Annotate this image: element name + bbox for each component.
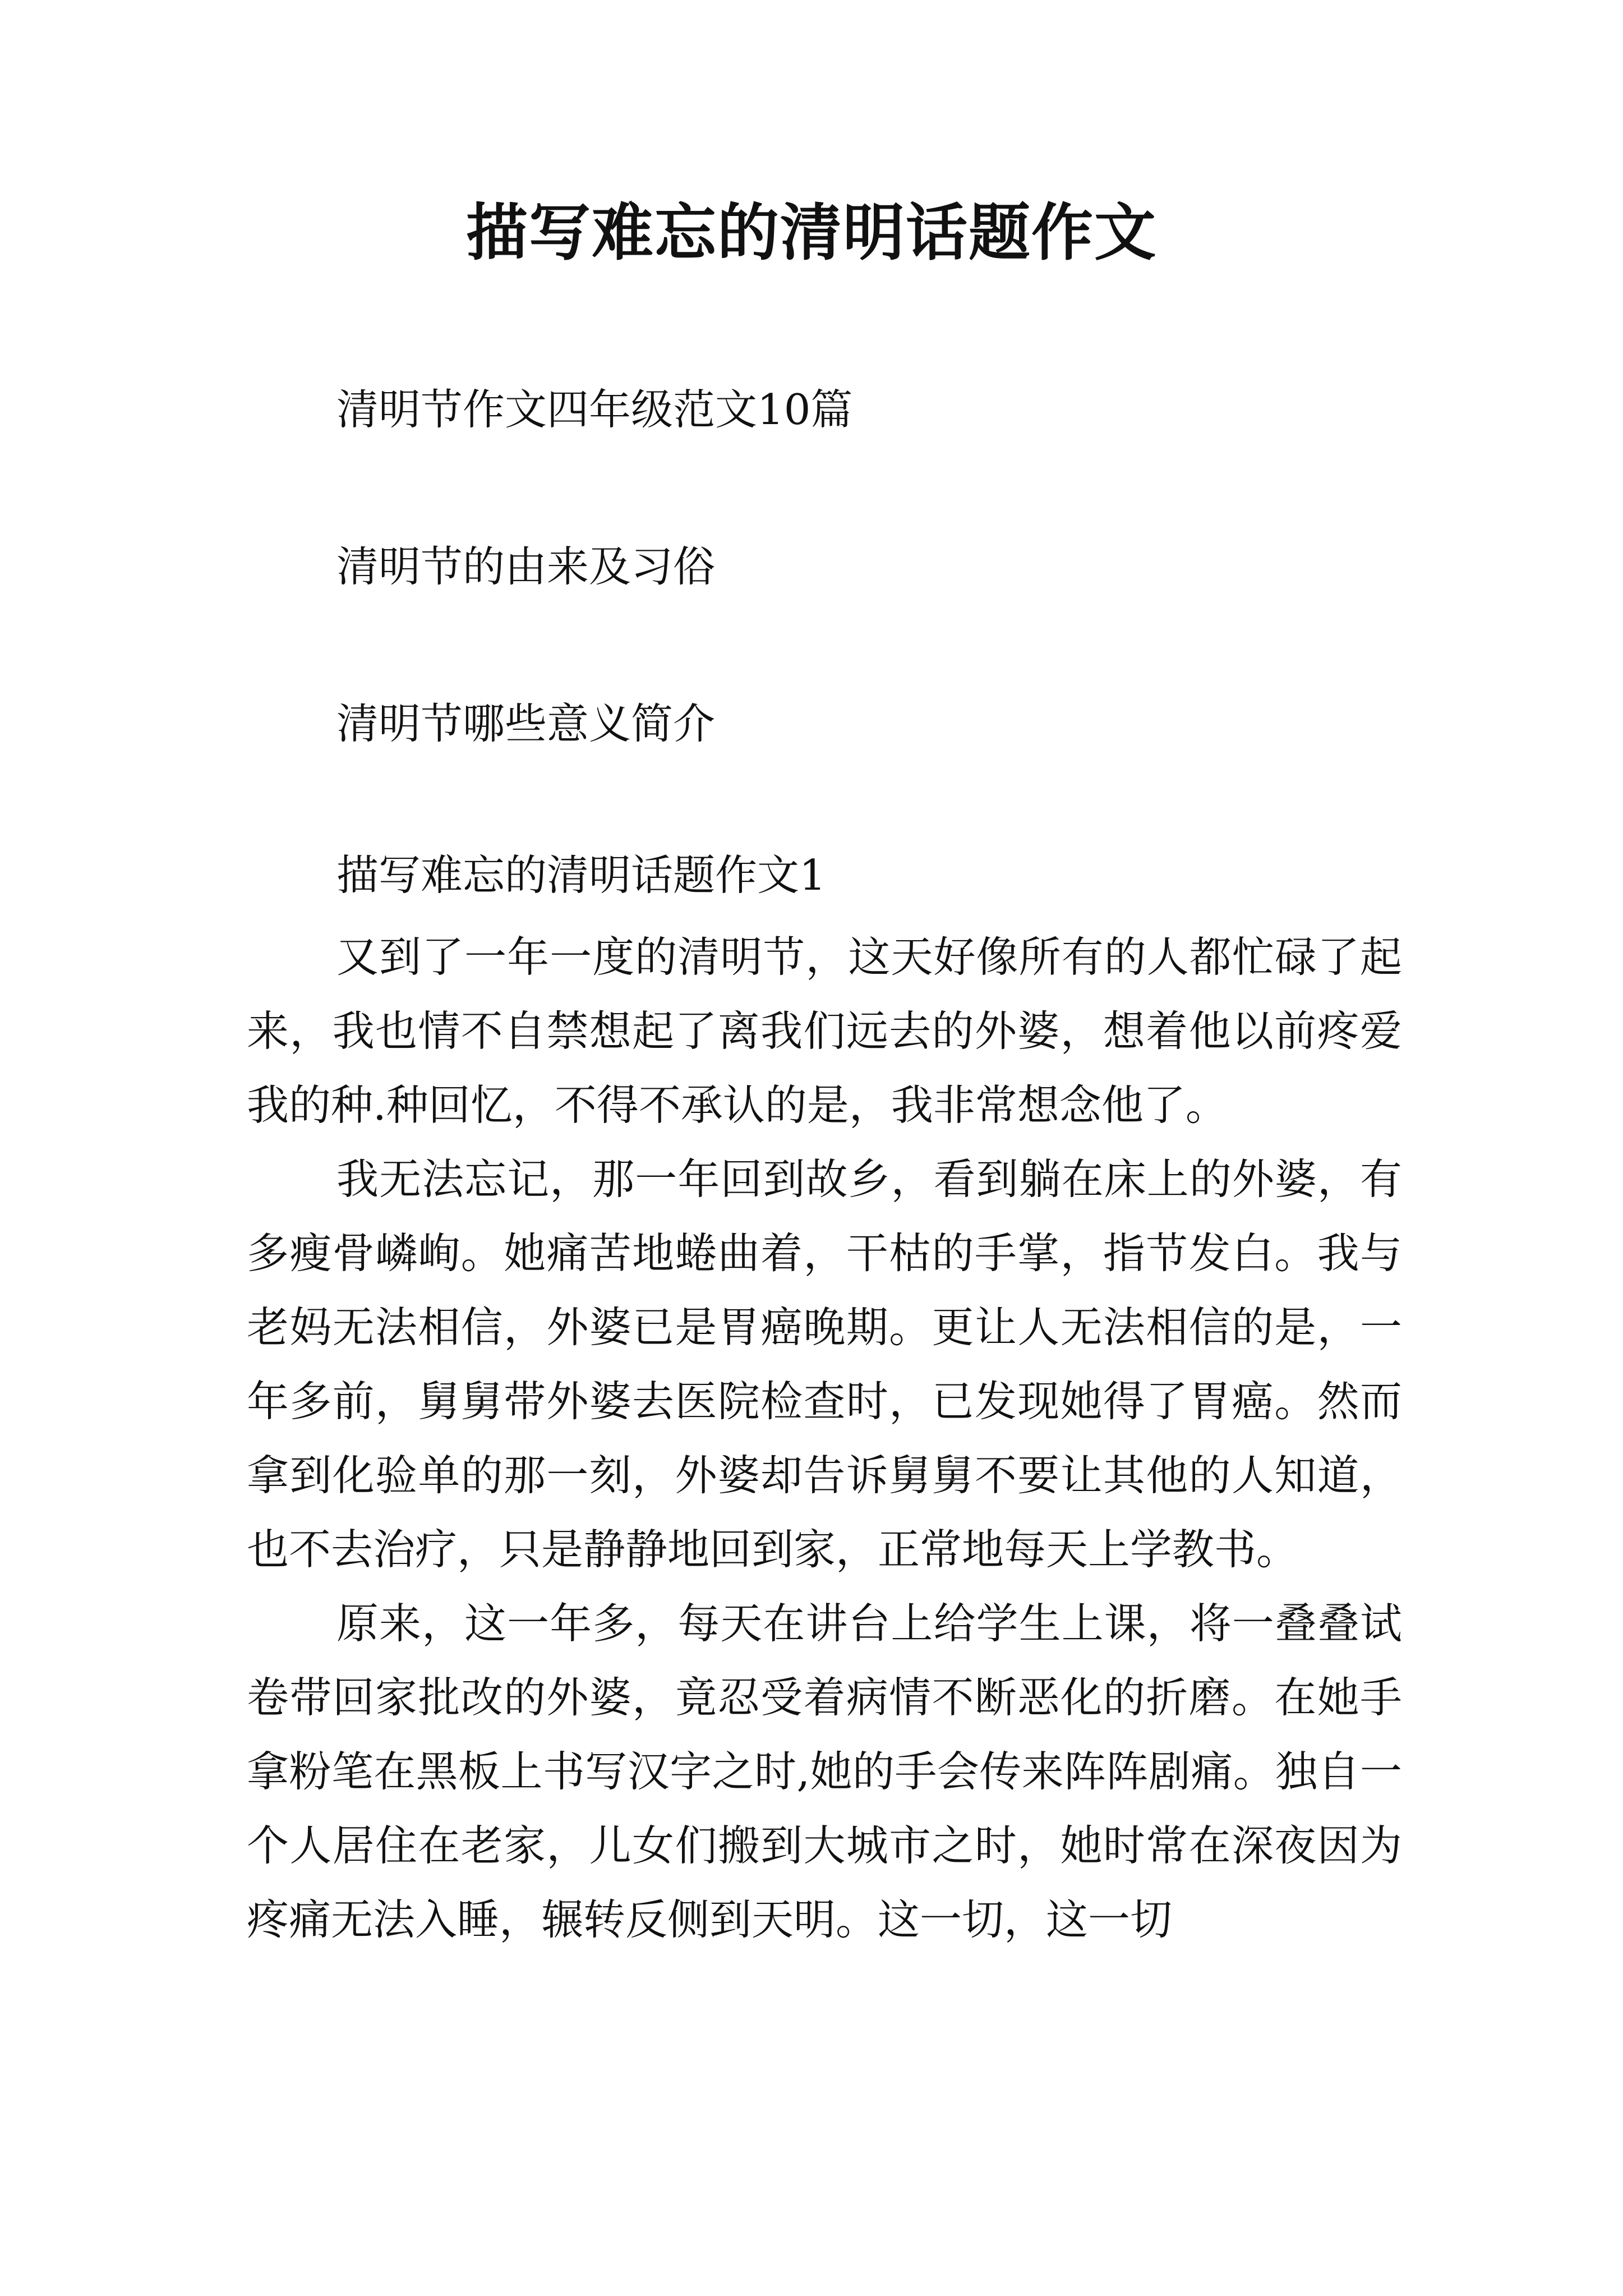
subheading-2: 清明节的由来及习俗 bbox=[336, 542, 716, 591]
subheading-1: 清明节作文四年级范文10篇 bbox=[336, 385, 853, 434]
paragraph-1: 又到了一年一度的清明节，这天好像所有的人都忙碌了起来，我也情不自禁想起了离我们远去的外婆，想着他以前疼爱我的种.种回忆，不得不承认的是，我非常想念他了。 bbox=[247, 932, 1402, 1130]
paragraph-2: 我无法忘记，那一年回到故乡，看到躺在床上的外婆，有多瘦骨嶙峋。她痛苦地蜷曲着，干枯的手掌，指节发白。我与老妈无法相信，外婆已是胃癌晚期。更让人无法相信的是，一年多前，舅舅带外婆去医院检查时，已发现她得了胃癌。然而拿到化验单的那一刻，外婆却告诉舅舅不要让其他的人知道，也不去治疗，只是静静地回到家，正常地每天上学教书。 bbox=[247, 1154, 1402, 1574]
document-title: 描写难忘的清明话题作文 bbox=[466, 196, 1157, 269]
paragraph-3: 原来，这一年多，每天在讲台上给学生上课，将一叠叠试卷带回家批改的外婆，竟忍受着病情不断恶化的折磨。在她手拿粉笔在黑板上书写汉字之时,她的手会传来阵阵剧痛。独自一个人居住在老家，儿女们搬到大城市之时，她时常在深夜因为疼痛无法入睡，辗转反侧到天明。这一切，这一切 bbox=[247, 1599, 1402, 1944]
section-heading: 描写难忘的清明话题作文1 bbox=[336, 850, 826, 900]
subheading-3: 清明节哪些意义简介 bbox=[336, 699, 716, 748]
document-body bbox=[247, 920, 1402, 1957]
